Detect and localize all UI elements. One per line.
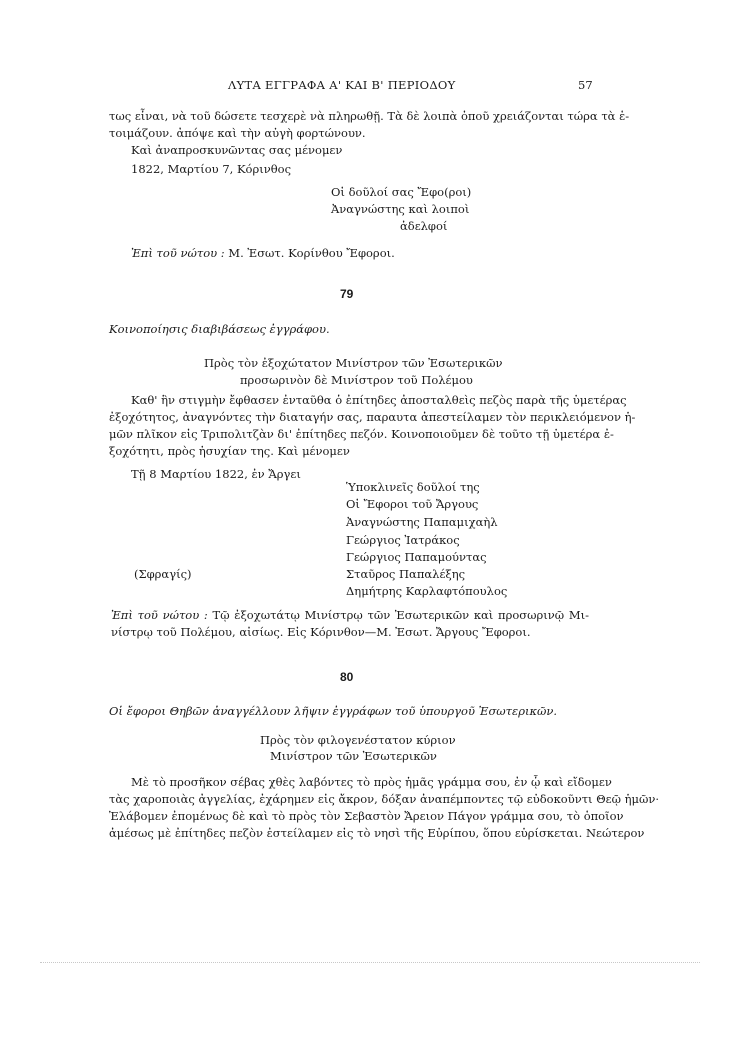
doc79-line: ἐξοχότητος, ἀναγνόντες τὴν διαταγήν σας, παραυτα ἀπεστείλαμεν τὸν περικλειόμενον ἡ- (109, 410, 636, 424)
doc79-signatory: Οἱ Ἔφοροι τοῦ Ἄργους (346, 497, 479, 511)
doc78-back-note (131, 245, 395, 261)
scan-divider (40, 962, 700, 964)
doc78-signature-line: Οἱ δοῦλοί σας Ἔφο(ροι) (331, 185, 472, 199)
doc80-line: Ἐλάβομεν ἐπομένως δὲ καὶ τὸ πρὸς τὸν Σεβαστὸν Ἄρειον Πάγον γράμμα σου, τὸ ὁποῖον (109, 809, 624, 823)
doc80-body (109, 774, 660, 842)
doc79-line: μῶν πλῖκον εἰς Τριπολιτζὰν δι' ἐπίτηδες πεζόν. Κοινοποιοῦμεν δὲ τοῦτο τῇ ὑμετέρα ἐ- (109, 427, 614, 441)
doc79-signatory: Σταῦρος Παπαλέξης (346, 567, 466, 581)
back-note-text: Τῷ ἐξοχωτάτῳ Μινίστρῳ τῶν Ἐσωτερικῶν καὶ προσωρινῷ Μι- (212, 608, 589, 622)
doc79-back-line (111, 607, 589, 624)
doc79-signatory: Ὑποκλινεῖς δοῦλοί της (346, 480, 480, 494)
doc80-line: ἀμέσως μὲ ἐπίτηδες πεζὸν ἐστείλαμεν εἰς τὸ νησὶ τῆς Εὐρίπου, ὅπου εὑρίσκεται. Νεώτερον (109, 826, 645, 840)
running-head: ΛΥΤΑ ΕΓΓΡΑΦΑ Α' ΚΑΙ Β' ΠΕΡΙΟΔΟΥ (228, 78, 456, 92)
doc79-back-line: νίστρῳ τοῦ Πολέμου, αἰσίως. Εἰς Κόρινθον—Μ. Ἐσωτ. Ἄργους Ἔφοροι. (111, 625, 531, 639)
doc79-subject: Κοινοποίησις διαβιβάσεως ἐγγράφου. (109, 322, 330, 336)
doc79-addressee: Πρὸς τὸν ἐξοχώτατον Μινίστρον τῶν Ἐσωτερικῶν (204, 356, 503, 370)
doc80-subject: Οἱ ἔφοροι Θηβῶν ἀναγγέλλουν λῆψιν ἐγγράφων τοῦ ὑπουργοῦ Ἐσωτερικῶν. (109, 704, 558, 718)
doc78-body (109, 108, 630, 142)
back-note-label: Ἐπὶ τοῦ νώτου : (111, 608, 208, 622)
back-note-label: Ἐπὶ τοῦ νώτου : (131, 246, 225, 260)
doc79-signatory: Ἀναγνώστης Παπαμιχαὴλ (346, 515, 498, 529)
doc78-line: τοιμάζουν. ἀπόψε καὶ τὴν αὐγὴ φορτώνουν. (109, 126, 366, 140)
doc79-signatory: Γεώργιος Παπαμούντας (346, 550, 487, 564)
doc80-number: 80 (340, 670, 354, 684)
doc79-number: 79 (340, 287, 354, 301)
doc79-seal: (Σφραγίς) (134, 567, 192, 581)
back-note-text: Μ. Ἐσωτ. Κορίνθου Ἔφοροι. (228, 246, 395, 260)
doc78-signature-line: Ἀναγνώστης καὶ λοιποὶ (331, 202, 470, 216)
doc79-back-note (111, 607, 589, 641)
doc78-line: τως εἶναι, νὰ τοῦ δώσετε τεσχερὲ νὰ πληρωθῇ. Τὰ δὲ λοιπὰ ὁποῦ χρειάζονται τώρα τὰ ἑ- (109, 109, 630, 123)
doc79-line: ξοχότητι, πρὸς ἡσυχίαν της. Καὶ μένομεν (109, 444, 350, 458)
doc80-line: τὰς χαροποιὰς ἀγγελίας, ἐχάρημεν εἰς ἄκρον, δόξαν ἀναπέμποντες τῷ εὐδοκοῦντι Θεῷ ἡμῶν· (109, 792, 660, 806)
doc79-body (109, 392, 636, 460)
doc79-addressee: προσωρινὸν δὲ Μινίστρον τοῦ Πολέμου (240, 373, 473, 387)
doc79-signatory: Δημήτρης Καρλαφτόπουλος (346, 584, 508, 598)
doc80-line: Μὲ τὸ προσῆκον σέβας χθὲς λαβόντες τὸ πρὸς ἡμᾶς γράμμα σου, ἐν ᾧ καὶ εἴδομεν (131, 775, 612, 789)
page-number: 57 (578, 78, 593, 92)
doc78-closing: Καὶ ἀναπροσκυνῶντας σας μένομεν (131, 143, 343, 157)
doc79-signatory: Γεώργιος Ἰατράκος (346, 533, 460, 547)
doc79-date-place: Τῇ 8 Μαρτίου 1822, ἐν Ἄργει (131, 467, 301, 481)
doc78-date-place: 1822, Μαρτίου 7, Κόρινθος (131, 162, 292, 176)
doc78-signature-line: ἀδελφοί (400, 219, 448, 233)
doc80-addressee: Μινίστρον τῶν Ἐσωτερικῶν (270, 749, 437, 763)
doc79-line: Καθ' ἣν στιγμὴν ἔφθασεν ἐνταῦθα ὁ ἐπίτηδες ἀποσταλθεὶς πεζὸς παρὰ τῆς ὑμετέρας (131, 393, 627, 407)
doc80-addressee: Πρὸς τὸν φιλογενέστατον κύριον (260, 733, 456, 747)
